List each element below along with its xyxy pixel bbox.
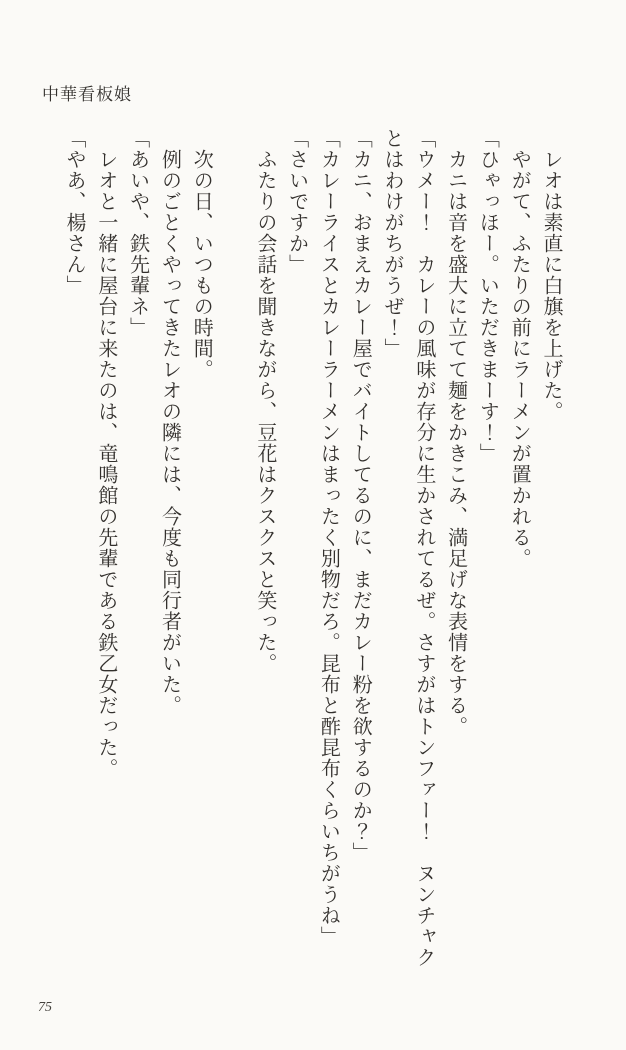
body-text bbox=[57, 128, 566, 973]
running-header: 中華看板娘 bbox=[42, 85, 132, 104]
paragraph: 「さいですか」 bbox=[285, 128, 308, 275]
page-number: 75 bbox=[38, 1000, 52, 1015]
paragraph: レオと一緒に屋台に来たのは、竜鳴館の先輩である鉄乙女だった。 bbox=[94, 149, 117, 779]
paragraph: 「ウメー！ カレーの風味が存分に生かされてるぜ。さすがはトンファー！ ヌンチャクとはわけがちがうぜ！」 bbox=[381, 128, 435, 968]
paragraph: 例のごとくやってきたレオの隣には、今度も同行者がいた。 bbox=[158, 149, 181, 716]
paragraph: 次の日、いつもの時間。 bbox=[190, 149, 213, 380]
paragraph: カニは音を盛大に立てて麺をかきこみ、満足げな表情をする。 bbox=[444, 149, 467, 737]
paragraph: レオは素直に白旗を上げた。 bbox=[540, 149, 562, 422]
paragraph: 「カレーライスとカレーラーメンはまったく別物だろ。昆布と酢昆布くらいちがうね」 bbox=[317, 128, 340, 947]
paragraph: ふたりの会話を聞きながら、豆花はクスクスと笑った。 bbox=[253, 149, 276, 674]
paragraph: 「あいや、鉄先輩ネ」 bbox=[126, 128, 149, 338]
scene-break bbox=[216, 128, 248, 973]
paragraph: 「カニ、おまえカレー屋でバイトしてるのに、まだカレー粉を欲するのか？」 bbox=[349, 128, 372, 863]
paragraph: 「やあ、楊さん」 bbox=[63, 128, 86, 296]
paragraph: 「ひゃっほー。いただきまーす！」 bbox=[476, 128, 499, 464]
paragraph: やがて、ふたりの前にラーメンが置かれる。 bbox=[508, 149, 531, 569]
